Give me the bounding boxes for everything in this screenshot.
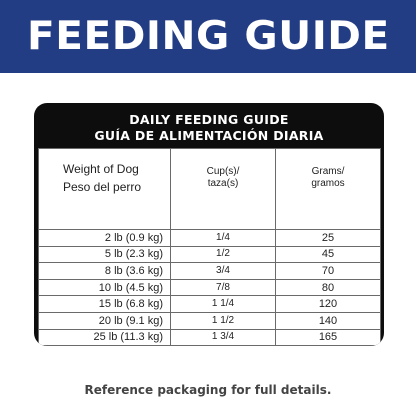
weight-cell: 5 lb (2.3 kg)	[39, 246, 171, 263]
table-row	[39, 279, 381, 296]
weight-cell: 2 lb (0.9 kg)	[39, 230, 171, 247]
weight-cell: 8 lb (3.6 kg)	[39, 263, 171, 280]
weight-cell: 10 lb (4.5 kg)	[39, 279, 171, 296]
column-header-grams	[276, 149, 381, 230]
header-banner	[0, 0, 416, 73]
cups-cell: 7/8	[171, 279, 276, 296]
grams-header-english: Grams/	[311, 166, 345, 177]
grams-cell: 25	[276, 230, 381, 247]
cups-cell: 1/2	[171, 246, 276, 263]
cups-header-spanish: taza(s)	[207, 178, 239, 189]
column-header-weight	[39, 149, 171, 230]
feeding-guide-card	[34, 103, 384, 346]
table-row	[39, 246, 381, 263]
table-row	[39, 312, 381, 329]
cups-cell: 1 1/4	[171, 296, 276, 313]
feeding-table	[38, 148, 381, 346]
grams-cell: 80	[276, 279, 381, 296]
guide-title-spanish: GUÍA DE ALIMENTACIÓN DIARIA	[94, 128, 324, 143]
grams-cell: 120	[276, 296, 381, 313]
grams-cell: 70	[276, 263, 381, 280]
cups-cell: 1/4	[171, 230, 276, 247]
table-header-row	[39, 149, 381, 230]
cups-cell: 1 3/4	[171, 329, 276, 346]
weight-header-english: Weight of Dog	[63, 162, 139, 176]
guide-title-english: DAILY FEEDING GUIDE	[129, 112, 289, 127]
grams-cell: 165	[276, 329, 381, 346]
weight-cell: 15 lb (6.8 kg)	[39, 296, 171, 313]
weight-cell: 25 lb (11.3 kg)	[39, 329, 171, 346]
cups-cell: 1 1/2	[171, 312, 276, 329]
weight-header-spanish: Peso del perro	[63, 180, 142, 194]
grams-header-spanish: gramos	[311, 178, 345, 189]
page-title: FEEDING GUIDE	[26, 14, 390, 59]
footer-note: Reference packaging for full details.	[84, 383, 332, 397]
cups-header-english: Cup(s)/	[206, 166, 240, 177]
column-header-cups	[171, 149, 276, 230]
grams-cell: 140	[276, 312, 381, 329]
grams-cell: 45	[276, 246, 381, 263]
table-row	[39, 263, 381, 280]
table-row	[39, 296, 381, 313]
weight-cell: 20 lb (9.1 kg)	[39, 312, 171, 329]
table-row	[39, 230, 381, 247]
table-row	[39, 329, 381, 346]
cups-cell: 3/4	[171, 263, 276, 280]
guide-header	[34, 103, 384, 146]
